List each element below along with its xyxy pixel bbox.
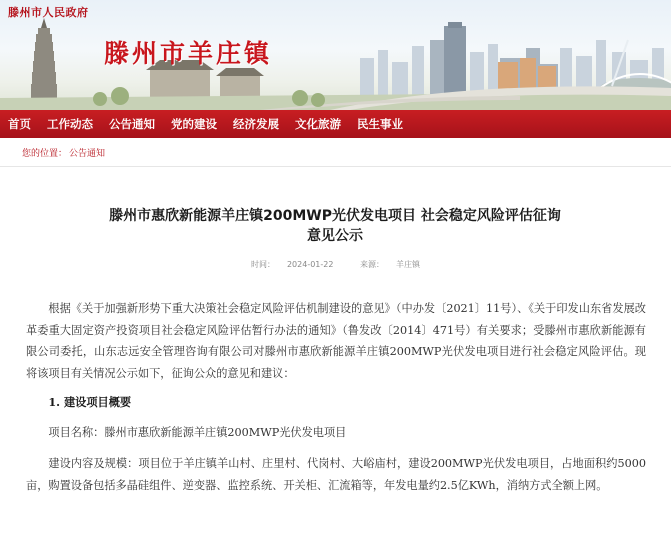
site-title: 滕州市羊庄镇 (104, 39, 273, 68)
city-skyline-illustration (0, 0, 671, 110)
article-meta (0, 259, 671, 270)
article-body (26, 298, 646, 496)
header-banner (0, 0, 671, 110)
intro-paragraph: 根据《关于加强新形势下重大决策社会稳定风险评估机制建设的意见》（中办发〔2021〕11号）、《关于印发山东省发展改革委重大固定资产投资项目社会稳定风险评估暂行办法的通知》（鲁发改〔2014〕471号）有关要求；受滕州市惠欣新能源有限公司委托，山东志远安全管理咨询有限公司对滕州市惠欣新能源羊庄镇200MWP光伏发电项目进行社会稳定风险评估。现将该项目有关情况公示如下，征询公众的意见和建议： (26, 302, 646, 380)
nav-item-culture-tourism[interactable]: 文化旅游 (295, 117, 341, 131)
nav-item-livelihood[interactable]: 民生事业 (357, 117, 403, 131)
main-nav (0, 110, 671, 138)
project-name-paragraph: 项目名称：滕州市惠欣新能源羊庄镇200MWP光伏发电项目 (48, 425, 347, 439)
article-title (40, 206, 630, 246)
divider (0, 166, 671, 167)
nav-item-home[interactable]: 首页 (8, 117, 31, 131)
project-scope-paragraph: 建设内容及规模：项目位于羊庄镇羊山村、庄里村、代岗村、大峪庙村，建设200MWP光伏发电项目，占地面积约5000亩，购置设备包括多晶硅组件、逆变器、监控系统、开关柜、汇流箱等，年发电量约2.5亿KWh，消纳方式全额上网。 (26, 457, 646, 492)
nav-item-economy[interactable]: 经济发展 (233, 117, 279, 131)
section-heading: 1. 建设项目概要 (48, 395, 132, 409)
nav-item-party-building[interactable]: 党的建设 (171, 117, 217, 131)
publish-time-value: 2024-01-22 (286, 260, 334, 269)
nav-item-notices[interactable]: 公告通知 (109, 117, 155, 131)
publish-time-label: 时间： (250, 260, 275, 269)
publish-time (245, 260, 340, 269)
breadcrumb (22, 146, 105, 159)
nav-item-work-news[interactable]: 工作动态 (47, 117, 93, 131)
article-title-line-2: 意见公示 (307, 228, 363, 244)
source-label: 来源： (360, 260, 385, 269)
article-title-line-1: 滕州市惠欣新能源羊庄镇200MWP光伏发电项目 社会稳定风险评估征询 (109, 208, 561, 224)
breadcrumb-current-link[interactable]: 公告通知 (69, 149, 106, 159)
article-source (354, 260, 426, 269)
breadcrumb-prefix: 您的位置： (22, 149, 68, 159)
gov-name-label: 滕州市人民政府 (8, 6, 89, 19)
source-value: 羊庄镇 (396, 260, 421, 269)
